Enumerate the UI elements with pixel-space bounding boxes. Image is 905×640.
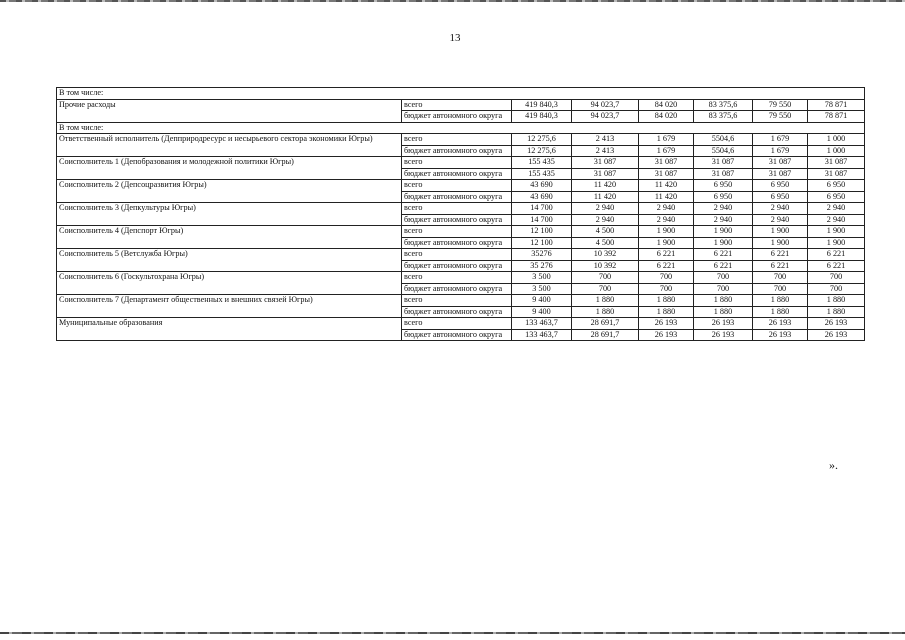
- table-row: [57, 249, 865, 261]
- year-amount-cell: 11 420: [572, 180, 639, 192]
- total-amount-cell: 3 500: [512, 283, 572, 295]
- year-amount-cell: 1 679: [639, 145, 694, 157]
- year-amount-cell: 31 087: [808, 168, 865, 180]
- executor-name-cell: Муниципальные образования: [57, 318, 402, 341]
- year-amount-cell: 5504,6: [694, 145, 753, 157]
- year-amount-cell: 2 940: [639, 214, 694, 226]
- closing-quote-mark: ».: [829, 458, 838, 472]
- funding-source-cell: всего: [402, 134, 512, 146]
- total-amount-cell: 155 435: [512, 157, 572, 169]
- total-amount-cell: 43 690: [512, 180, 572, 192]
- executor-name-cell: Соисполнитель 3 (Депкультуры Югры): [57, 203, 402, 226]
- year-amount-cell: 700: [694, 283, 753, 295]
- total-amount-cell: 35 276: [512, 260, 572, 272]
- year-amount-cell: 1 880: [572, 306, 639, 318]
- total-amount-cell: 9 400: [512, 306, 572, 318]
- table-row: [57, 226, 865, 238]
- funding-source-cell: всего: [402, 318, 512, 330]
- year-amount-cell: 2 940: [753, 203, 808, 215]
- year-amount-cell: 1 900: [753, 237, 808, 249]
- executor-name-cell: Прочие расходы: [57, 99, 402, 122]
- year-amount-cell: 1 000: [808, 145, 865, 157]
- total-amount-cell: 3 500: [512, 272, 572, 284]
- year-amount-cell: 78 871: [808, 111, 865, 123]
- year-amount-cell: 10 392: [572, 260, 639, 272]
- year-amount-cell: 700: [808, 283, 865, 295]
- funding-source-cell: бюджет автономного округа: [402, 260, 512, 272]
- year-amount-cell: 84 020: [639, 111, 694, 123]
- year-amount-cell: 26 193: [753, 318, 808, 330]
- section-label: В том числе:: [57, 88, 865, 100]
- year-amount-cell: 28 691,7: [572, 318, 639, 330]
- year-amount-cell: 83 375,6: [694, 99, 753, 111]
- year-amount-cell: 6 950: [808, 180, 865, 192]
- scan-edge-bottom: [0, 632, 905, 634]
- year-amount-cell: 2 940: [694, 203, 753, 215]
- funding-source-cell: всего: [402, 180, 512, 192]
- funding-source-cell: бюджет автономного округа: [402, 237, 512, 249]
- year-amount-cell: 6 221: [694, 260, 753, 272]
- executor-name-cell: Соисполнитель 6 (Госкультохрана Югры): [57, 272, 402, 295]
- year-amount-cell: 11 420: [639, 180, 694, 192]
- year-amount-cell: 2 940: [639, 203, 694, 215]
- funding-source-cell: всего: [402, 226, 512, 238]
- year-amount-cell: 84 020: [639, 99, 694, 111]
- year-amount-cell: 1 880: [639, 295, 694, 307]
- year-amount-cell: 1 900: [639, 237, 694, 249]
- funding-source-cell: всего: [402, 249, 512, 261]
- funding-source-cell: бюджет автономного округа: [402, 191, 512, 203]
- year-amount-cell: 6 221: [753, 249, 808, 261]
- year-amount-cell: 2 940: [572, 214, 639, 226]
- year-amount-cell: 1 679: [753, 145, 808, 157]
- executor-name-cell: Соисполнитель 2 (Депсоцразвития Югры): [57, 180, 402, 203]
- year-amount-cell: 31 087: [694, 157, 753, 169]
- year-amount-cell: 2 940: [694, 214, 753, 226]
- year-amount-cell: 4 500: [572, 226, 639, 238]
- year-amount-cell: 79 550: [753, 99, 808, 111]
- year-amount-cell: 2 940: [808, 203, 865, 215]
- page-number: 13: [449, 32, 461, 44]
- total-amount-cell: 419 840,3: [512, 111, 572, 123]
- year-amount-cell: 6 950: [694, 191, 753, 203]
- funding-source-cell: бюджет автономного округа: [402, 145, 512, 157]
- year-amount-cell: 31 087: [694, 168, 753, 180]
- year-amount-cell: 700: [694, 272, 753, 284]
- year-amount-cell: 94 023,7: [572, 99, 639, 111]
- table-row: [57, 203, 865, 215]
- year-amount-cell: 6 221: [808, 260, 865, 272]
- year-amount-cell: 6 221: [694, 249, 753, 261]
- year-amount-cell: 28 691,7: [572, 329, 639, 341]
- total-amount-cell: 12 275,6: [512, 134, 572, 146]
- year-amount-cell: 26 193: [808, 318, 865, 330]
- year-amount-cell: 26 193: [808, 329, 865, 341]
- year-amount-cell: 31 087: [572, 157, 639, 169]
- section-label: В том числе:: [57, 122, 865, 134]
- year-amount-cell: 6 221: [639, 260, 694, 272]
- budget-table: [56, 87, 865, 341]
- year-amount-cell: 10 392: [572, 249, 639, 261]
- year-amount-cell: 94 023,7: [572, 111, 639, 123]
- year-amount-cell: 1 880: [808, 306, 865, 318]
- year-amount-cell: 1 900: [694, 226, 753, 238]
- table-row: [57, 134, 865, 146]
- year-amount-cell: 1 880: [808, 295, 865, 307]
- year-amount-cell: 700: [753, 283, 808, 295]
- year-amount-cell: 4 500: [572, 237, 639, 249]
- funding-source-cell: всего: [402, 99, 512, 111]
- year-amount-cell: 2 413: [572, 145, 639, 157]
- year-amount-cell: 78 871: [808, 99, 865, 111]
- year-amount-cell: 6 221: [639, 249, 694, 261]
- year-amount-cell: 1 000: [808, 134, 865, 146]
- year-amount-cell: 700: [639, 283, 694, 295]
- year-amount-cell: 6 221: [753, 260, 808, 272]
- year-amount-cell: 2 940: [808, 214, 865, 226]
- year-amount-cell: 26 193: [639, 329, 694, 341]
- funding-source-cell: бюджет автономного округа: [402, 306, 512, 318]
- year-amount-cell: 700: [808, 272, 865, 284]
- total-amount-cell: 43 690: [512, 191, 572, 203]
- total-amount-cell: 133 463,7: [512, 329, 572, 341]
- funding-source-cell: бюджет автономного округа: [402, 329, 512, 341]
- total-amount-cell: 12 100: [512, 237, 572, 249]
- total-amount-cell: 35276: [512, 249, 572, 261]
- executor-name-cell: Соисполнитель 4 (Депспорт Югры): [57, 226, 402, 249]
- year-amount-cell: 700: [572, 283, 639, 295]
- year-amount-cell: 26 193: [639, 318, 694, 330]
- table-row: [57, 180, 865, 192]
- funding-source-cell: всего: [402, 295, 512, 307]
- year-amount-cell: 700: [639, 272, 694, 284]
- funding-source-cell: бюджет автономного округа: [402, 168, 512, 180]
- year-amount-cell: 1 880: [694, 306, 753, 318]
- table-row: [57, 99, 865, 111]
- funding-source-cell: всего: [402, 203, 512, 215]
- year-amount-cell: 31 087: [808, 157, 865, 169]
- table-row: [57, 295, 865, 307]
- year-amount-cell: 26 193: [753, 329, 808, 341]
- year-amount-cell: 2 413: [572, 134, 639, 146]
- year-amount-cell: 26 193: [694, 318, 753, 330]
- year-amount-cell: 6 950: [753, 191, 808, 203]
- year-amount-cell: 1 900: [808, 237, 865, 249]
- year-amount-cell: 1 880: [753, 306, 808, 318]
- year-amount-cell: 31 087: [753, 157, 808, 169]
- year-amount-cell: 83 375,6: [694, 111, 753, 123]
- year-amount-cell: 31 087: [753, 168, 808, 180]
- year-amount-cell: 5504,6: [694, 134, 753, 146]
- year-amount-cell: 1 679: [639, 134, 694, 146]
- funding-source-cell: всего: [402, 272, 512, 284]
- year-amount-cell: 6 950: [808, 191, 865, 203]
- funding-source-cell: всего: [402, 157, 512, 169]
- year-amount-cell: 6 950: [753, 180, 808, 192]
- year-amount-cell: 6 221: [808, 249, 865, 261]
- scan-edge-top: [0, 0, 905, 2]
- total-amount-cell: 12 275,6: [512, 145, 572, 157]
- total-amount-cell: 12 100: [512, 226, 572, 238]
- year-amount-cell: 11 420: [639, 191, 694, 203]
- year-amount-cell: 31 087: [639, 168, 694, 180]
- year-amount-cell: 1 900: [753, 226, 808, 238]
- year-amount-cell: 1 900: [808, 226, 865, 238]
- table-row: [57, 272, 865, 284]
- year-amount-cell: 26 193: [694, 329, 753, 341]
- table-section-row: [57, 122, 865, 134]
- total-amount-cell: 419 840,3: [512, 99, 572, 111]
- year-amount-cell: 1 880: [572, 295, 639, 307]
- year-amount-cell: 31 087: [639, 157, 694, 169]
- table-row: [57, 318, 865, 330]
- executor-name-cell: Соисполнитель 5 (Ветслужба Югры): [57, 249, 402, 272]
- total-amount-cell: 133 463,7: [512, 318, 572, 330]
- year-amount-cell: 1 679: [753, 134, 808, 146]
- total-amount-cell: 14 700: [512, 214, 572, 226]
- table-row: [57, 157, 865, 169]
- funding-source-cell: бюджет автономного округа: [402, 111, 512, 123]
- executor-name-cell: Ответственный исполнитель (Депприродресурс и несырьевого сектора экономики Югры): [57, 134, 402, 157]
- executor-name-cell: Соисполнитель 1 (Депобразования и молодежной политики Югры): [57, 157, 402, 180]
- year-amount-cell: 79 550: [753, 111, 808, 123]
- funding-source-cell: бюджет автономного округа: [402, 214, 512, 226]
- year-amount-cell: 700: [753, 272, 808, 284]
- year-amount-cell: 2 940: [572, 203, 639, 215]
- year-amount-cell: 31 087: [572, 168, 639, 180]
- year-amount-cell: 1 880: [753, 295, 808, 307]
- year-amount-cell: 1 880: [639, 306, 694, 318]
- table-section-row: [57, 88, 865, 100]
- year-amount-cell: 2 940: [753, 214, 808, 226]
- total-amount-cell: 155 435: [512, 168, 572, 180]
- year-amount-cell: 11 420: [572, 191, 639, 203]
- funding-source-cell: бюджет автономного округа: [402, 283, 512, 295]
- executor-name-cell: Соисполнитель 7 (Департамент общественных и внешних связей Югры): [57, 295, 402, 318]
- total-amount-cell: 14 700: [512, 203, 572, 215]
- year-amount-cell: 1 880: [694, 295, 753, 307]
- total-amount-cell: 9 400: [512, 295, 572, 307]
- budget-table-body: [57, 88, 865, 341]
- year-amount-cell: 6 950: [694, 180, 753, 192]
- year-amount-cell: 700: [572, 272, 639, 284]
- year-amount-cell: 1 900: [694, 237, 753, 249]
- year-amount-cell: 1 900: [639, 226, 694, 238]
